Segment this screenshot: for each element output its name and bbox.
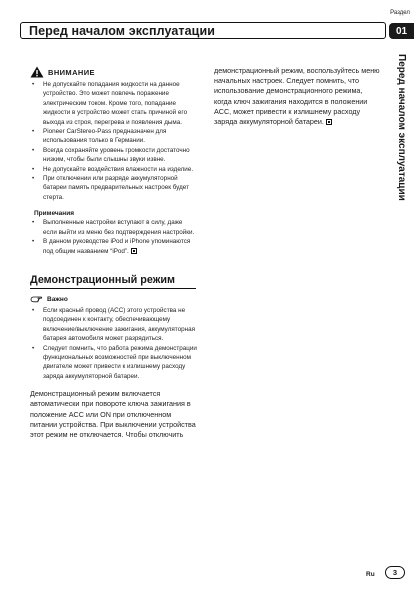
page-number: 3 bbox=[385, 566, 405, 579]
end-mark-icon bbox=[131, 248, 137, 254]
list-item: • Следует помнить, что работа режима демонстрации функциональных возможностей при выключенном двигателе может привести к излишнему расходу заряда аккумуляторной батареи. bbox=[32, 344, 197, 380]
continuation-paragraph: демонстрационный режим, воспользуйтесь меню начальных настроек. Следует помнить, что использование демонстрационного режима, когда ключ зажигания находится в положении ACC, может привести к излишнему расходу заряда аккумуляторной батареи. bbox=[214, 66, 380, 127]
notes-list bbox=[30, 218, 198, 256]
important-label: Важно bbox=[47, 295, 68, 303]
important-hand-icon bbox=[30, 295, 44, 304]
list-item: • При отключении или разряде аккумуляторной батареи память предварительных настроек будет стерта. bbox=[32, 175, 189, 201]
list-item: • Всегда сохраняйте уровень громкости достаточно низким, чтобы были слышны звуки извне. bbox=[32, 146, 190, 164]
left-column bbox=[30, 66, 198, 447]
side-section-title: Перед началом эксплуатации bbox=[396, 54, 407, 201]
list-item: • Выполненные настройки вступают в силу, даже если выйти из меню без подтверждения настройки. bbox=[32, 219, 195, 236]
list-item: • В данном руководстве iPod и iPhone упоминаются под общим названием “iPod”. bbox=[32, 238, 191, 255]
caution-heading bbox=[30, 66, 198, 78]
section-number-tab: 01 bbox=[389, 23, 414, 39]
list-item: • Не допускайте попадания жидкости на данное устройство. Это может повлечь поражение электрическим током. Кроме того, попадание жидкости в устройство может стать причиной его выхода из строя, перегрева и появления дыма. bbox=[32, 81, 188, 126]
demo-section-title: Демонстрационный режим bbox=[30, 274, 196, 289]
demo-paragraph: Демонстрационный режим включается автоматически при повороте ключа зажигания в положение ACC или ON при отключенном питании устройства. При выключении устройства этот режим не отключается. Чтобы отключить bbox=[30, 389, 196, 439]
notes-heading: Примечания bbox=[34, 210, 75, 218]
list-item: • Pioneer CarStereo-Pass предназначен для использования только в Германии. bbox=[32, 128, 167, 145]
caution-list bbox=[30, 80, 198, 202]
warning-icon bbox=[30, 66, 44, 78]
caution-label: ВНИМАНИЕ bbox=[48, 67, 95, 77]
list-item: • Не допускайте воздействия влажности на изделие. bbox=[32, 165, 194, 173]
important-list bbox=[30, 306, 198, 381]
right-column bbox=[214, 66, 380, 127]
section-label: Раздел bbox=[390, 10, 410, 16]
list-item: • Если красный провод (ACC) этого устройства не подсоединен к контакту, обеспечивающему включение/выключение зажигания, аккумуляторная батарея автомобиля может разрядиться. bbox=[32, 306, 195, 343]
important-heading bbox=[30, 295, 198, 304]
header-bar bbox=[20, 22, 386, 39]
end-mark-icon bbox=[326, 119, 332, 125]
footer-language: Ru bbox=[366, 571, 375, 578]
page-title: Перед началом эксплуатации bbox=[29, 23, 216, 38]
